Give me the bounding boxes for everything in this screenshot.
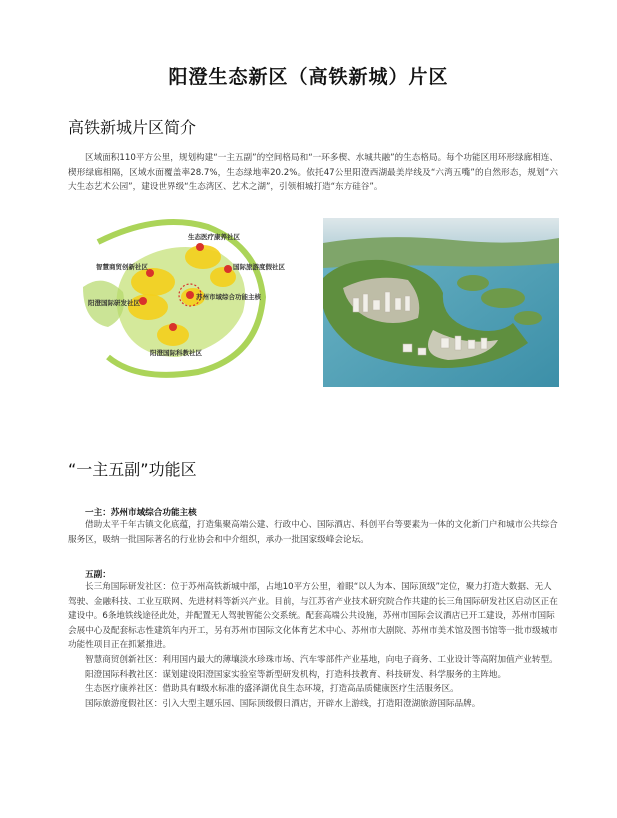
- list-item: 生态医疗康养社区：借助具有Ⅱ级水标准的盛泽湖优良生态环境，打造高品质健康医疗生活服务区。: [85, 684, 459, 695]
- map-label-core: 苏州市域综合功能主核: [196, 293, 261, 301]
- section-heading-functions: “一主五副”功能区: [68, 460, 197, 479]
- map-label-research: 阳澄国际研发社区: [88, 299, 140, 307]
- marker-research: [139, 297, 147, 305]
- list-item: 长三角国际研发社区：位于苏州高铁新城中部，占地10平方公里，着眼“以人为本、国际顶级”定位，聚力打造大数据、无人驾驶、金融科技、工业互联网、先进材料等新兴产业。目前，与江苏省产业技术研究院合作共建的长三角国际研发社区启动区正在建设中。6条地铁线途径此处，并配置无人驾驶智能公交系统。配套高端公共设施，苏州市国际会议酒店已开工建设，苏州市国际会展中心及配套标志性建筑年内开工，另有苏州市国际文化体育艺术中心、苏州市大剧院、苏州市美术馆及图书馆等一批市级城市功能性项目正在抓紧推进。: [68, 582, 558, 651]
- marker-core: [186, 291, 194, 299]
- planning-map: [68, 217, 308, 382]
- marker-science: [169, 323, 177, 331]
- page-title: 阳澄生态新区（高铁新城）片区: [168, 66, 449, 88]
- planning-map-svg: [68, 217, 308, 382]
- main-core-paragraph: [68, 518, 558, 547]
- aerial-rendering-image: [323, 218, 559, 387]
- yellow-zone-research: [128, 294, 168, 320]
- marker-health: [196, 243, 204, 251]
- intro-paragraph: [68, 151, 558, 195]
- intro-text: 区域面积110平方公里，规划构建“一主五副”的空间格局和“一环多楔、水城共融”的生态格局。每个功能区用环形绿廊相连、楔形绿廊相隔，区域水面覆盖率28.7%，生态绿地率20.2%。依托47公里阳澄西湖最美岸线及“六湾五嘴”的自然形态，规划“六大生态艺术公园”，建设世界级“生态湾区、艺术之湖”，引领相城打造“东方硅谷”。: [68, 153, 558, 192]
- map-label-science: 阳澄国际科教社区: [150, 349, 202, 357]
- map-label-tourism: 国际旅游度假社区: [233, 263, 285, 271]
- list-item: 智慧商贸创新社区：利用国内最大的薄壤淡水珍珠市场、汽车零部件产业基地，向电子商务、工业设计等高附加值产业转型。: [85, 654, 558, 665]
- aerial-rendering-svg: [323, 218, 559, 387]
- marker-tourism: [224, 265, 232, 273]
- main-core-title: 一主：苏州市域综合功能主核: [85, 508, 197, 518]
- five-sub-list: [68, 580, 558, 711]
- map-label-trade: 智慧商贸创新社区: [96, 263, 148, 271]
- section-heading-intro: 高铁新城片区简介: [68, 118, 197, 137]
- map-label-health: 生态医疗康养社区: [188, 233, 240, 241]
- list-item: 阳澄国际科教社区：谋划建设阳澄国家实验室等新型研发机构，打造科技教育、科技研发、科学服务的主阵地。: [85, 669, 507, 680]
- main-core-text: 借助太平千年古镇文化底蕴，打造集聚高端公建、行政中心、国际酒店、科创平台等要素为一体的文化新门户和城市公共综合服务区，吸纳一批国际著名的行业协会和中介组织，承办一批国家级峰会论坛。: [68, 520, 558, 545]
- list-item: 国际旅游度假社区：引入大型主题乐园、国际顶级假日酒店，开辟水上游线，打造阳澄湖旅游国际品牌。: [85, 698, 481, 709]
- five-sub-title: 五副：: [85, 570, 111, 580]
